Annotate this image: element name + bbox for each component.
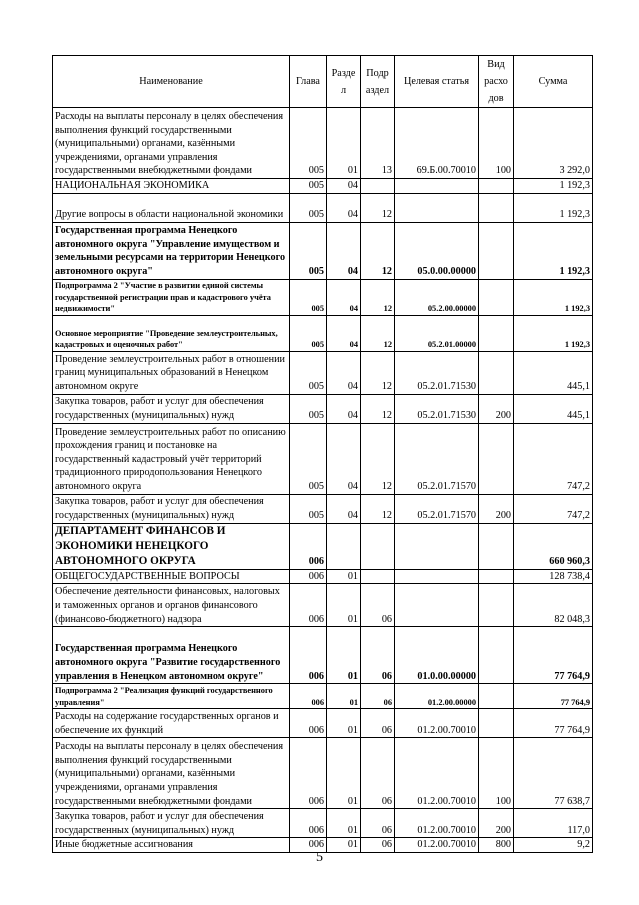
cell-vid <box>479 423 514 494</box>
cell-summa: 117,0 <box>514 809 593 838</box>
cell-celevaya: 01.2.00.70010 <box>395 809 479 838</box>
cell-name: Расходы на выплаты персоналу в целях обеспечения выполнения функций государственными (муниципальными) органами, казёнными учреждениями, органами управления государственными внебюджетными фондами <box>53 738 290 809</box>
header-celevaya: Целевая статья <box>395 56 479 108</box>
table-row <box>53 569 593 584</box>
cell-summa: 82 048,3 <box>514 584 593 627</box>
table-header-row <box>53 56 593 108</box>
cell-razdel: 04 <box>327 394 361 423</box>
cell-podrazdel: 06 <box>361 584 395 627</box>
cell-celevaya: 05.2.01.71570 <box>395 494 479 523</box>
cell-summa: 77 764,9 <box>514 627 593 684</box>
cell-razdel: 04 <box>327 315 361 351</box>
cell-vid <box>479 627 514 684</box>
cell-podrazdel: 06 <box>361 627 395 684</box>
cell-glava: 006 <box>290 709 327 738</box>
cell-glava: 006 <box>290 523 327 569</box>
cell-razdel: 01 <box>327 684 361 709</box>
cell-podrazdel: 06 <box>361 838 395 853</box>
cell-name: Проведение землеустроительных работ по описанию прохождения границ и постановке на государственный кадастровый учёт территорий традиционного природопользования Ненецкого автономного округа <box>53 423 290 494</box>
cell-podrazdel <box>361 179 395 194</box>
cell-razdel: 01 <box>327 709 361 738</box>
cell-celevaya: 69.Б.00.70010 <box>395 108 479 179</box>
cell-glava: 005 <box>290 193 327 222</box>
cell-razdel: 04 <box>327 193 361 222</box>
budget-table <box>52 55 593 853</box>
cell-podrazdel: 12 <box>361 222 395 279</box>
cell-glava: 006 <box>290 569 327 584</box>
cell-vid <box>479 684 514 709</box>
page-number: 5 <box>316 850 323 865</box>
cell-name: Подпрограмма 2 "Реализация функций государственного управления" <box>53 684 290 709</box>
cell-razdel: 01 <box>327 569 361 584</box>
cell-summa: 747,2 <box>514 494 593 523</box>
table-row <box>53 738 593 809</box>
table-row <box>53 684 593 709</box>
cell-vid <box>479 523 514 569</box>
cell-podrazdel: 12 <box>361 394 395 423</box>
table-row <box>53 584 593 627</box>
table-row <box>53 809 593 838</box>
cell-summa: 128 738,4 <box>514 569 593 584</box>
cell-razdel: 04 <box>327 351 361 394</box>
cell-razdel: 04 <box>327 279 361 315</box>
cell-summa: 1 192,3 <box>514 222 593 279</box>
cell-glava: 005 <box>290 315 327 351</box>
header-summa: Сумма <box>514 56 593 108</box>
cell-name: Основное мероприятие "Проведение землеустроительных, кадастровых и оценочных работ" <box>53 315 290 351</box>
cell-name: ОБЩЕГОСУДАРСТВЕННЫЕ ВОПРОСЫ <box>53 569 290 584</box>
cell-celevaya: 05.2.01.71530 <box>395 394 479 423</box>
cell-name: Расходы на содержание государственных органов и обеспечение их функций <box>53 709 290 738</box>
cell-glava: 005 <box>290 279 327 315</box>
cell-celevaya: 01.2.00.70010 <box>395 709 479 738</box>
cell-glava: 006 <box>290 809 327 838</box>
cell-podrazdel <box>361 569 395 584</box>
cell-summa: 77 764,9 <box>514 709 593 738</box>
cell-razdel: 04 <box>327 179 361 194</box>
cell-glava: 006 <box>290 684 327 709</box>
table-row <box>53 222 593 279</box>
table-row <box>53 351 593 394</box>
cell-summa: 1 192,3 <box>514 193 593 222</box>
cell-summa: 747,2 <box>514 423 593 494</box>
cell-celevaya <box>395 523 479 569</box>
cell-podrazdel: 12 <box>361 315 395 351</box>
cell-glava: 005 <box>290 351 327 394</box>
cell-vid: 800 <box>479 838 514 853</box>
cell-celevaya: 05.2.01.71530 <box>395 351 479 394</box>
cell-vid: 100 <box>479 108 514 179</box>
cell-podrazdel: 06 <box>361 738 395 809</box>
cell-vid <box>479 351 514 394</box>
cell-name: Проведение землеустроительных работ в отношении границ муниципальных образований в Ненецком автономном округе <box>53 351 290 394</box>
cell-summa: 1 192,3 <box>514 315 593 351</box>
cell-razdel: 01 <box>327 738 361 809</box>
cell-vid <box>479 709 514 738</box>
cell-vid <box>479 584 514 627</box>
cell-summa: 77 638,7 <box>514 738 593 809</box>
table-row <box>53 315 593 351</box>
cell-celevaya <box>395 569 479 584</box>
header-razdel: Разде л <box>327 56 361 108</box>
cell-celevaya <box>395 193 479 222</box>
header-podrazdel: Подр аздел <box>361 56 395 108</box>
cell-podrazdel: 12 <box>361 193 395 222</box>
cell-podrazdel <box>361 523 395 569</box>
table-row <box>53 108 593 179</box>
cell-name: Подпрограмма 2 "Участие в развитии единой системы государственной регистрации прав и кадастрового учёта недвижимости" <box>53 279 290 315</box>
cell-celevaya <box>395 584 479 627</box>
cell-razdel: 04 <box>327 494 361 523</box>
cell-podrazdel: 13 <box>361 108 395 179</box>
cell-razdel: 01 <box>327 584 361 627</box>
cell-podrazdel: 12 <box>361 494 395 523</box>
cell-vid <box>479 279 514 315</box>
header-name: Наименование <box>53 56 290 108</box>
cell-glava: 005 <box>290 394 327 423</box>
cell-summa: 445,1 <box>514 394 593 423</box>
cell-podrazdel: 12 <box>361 351 395 394</box>
cell-celevaya: 05.0.00.00000 <box>395 222 479 279</box>
cell-celevaya: 05.2.01.00000 <box>395 315 479 351</box>
cell-summa: 445,1 <box>514 351 593 394</box>
cell-vid: 200 <box>479 809 514 838</box>
cell-glava: 005 <box>290 494 327 523</box>
cell-vid: 100 <box>479 738 514 809</box>
cell-vid: 200 <box>479 494 514 523</box>
cell-razdel <box>327 523 361 569</box>
table-row <box>53 523 593 569</box>
cell-podrazdel: 06 <box>361 709 395 738</box>
cell-glava: 005 <box>290 222 327 279</box>
cell-glava: 006 <box>290 627 327 684</box>
cell-glava: 006 <box>290 838 327 853</box>
table-row <box>53 279 593 315</box>
cell-name: Другие вопросы в области национальной экономики <box>53 193 290 222</box>
cell-glava: 006 <box>290 738 327 809</box>
cell-summa: 660 960,3 <box>514 523 593 569</box>
cell-summa: 1 192,3 <box>514 279 593 315</box>
cell-razdel: 01 <box>327 838 361 853</box>
cell-vid <box>479 222 514 279</box>
cell-glava: 005 <box>290 423 327 494</box>
cell-glava: 005 <box>290 179 327 194</box>
table-row <box>53 179 593 194</box>
cell-name: ДЕПАРТАМЕНТ ФИНАНСОВ И ЭКОНОМИКИ НЕНЕЦКОГО АВТОНОМНОГО ОКРУГА <box>53 523 290 569</box>
cell-podrazdel: 12 <box>361 279 395 315</box>
cell-vid <box>479 193 514 222</box>
cell-celevaya: 05.2.00.00000 <box>395 279 479 315</box>
cell-summa: 77 764,9 <box>514 684 593 709</box>
header-vid: Вид расхо дов <box>479 56 514 108</box>
cell-name: Государственная программа Ненецкого автономного округа "Управление имуществом и земельными ресурсами на территории Ненецкого автономного округа" <box>53 222 290 279</box>
cell-name: Закупка товаров, работ и услуг для обеспечения государственных (муниципальных) нужд <box>53 494 290 523</box>
cell-summa: 9,2 <box>514 838 593 853</box>
cell-podrazdel: 06 <box>361 809 395 838</box>
cell-vid <box>479 569 514 584</box>
cell-razdel: 01 <box>327 627 361 684</box>
cell-celevaya <box>395 179 479 194</box>
cell-celevaya: 01.2.00.00000 <box>395 684 479 709</box>
header-glava: Глава <box>290 56 327 108</box>
cell-celevaya: 01.0.00.00000 <box>395 627 479 684</box>
cell-razdel: 04 <box>327 423 361 494</box>
cell-razdel: 01 <box>327 108 361 179</box>
cell-name: Расходы на выплаты персоналу в целях обеспечения выполнения функций государственными (муниципальными) органами, казёнными учреждениями, органами управления государственными внебюджетными фондами <box>53 108 290 179</box>
cell-celevaya: 01.2.00.70010 <box>395 838 479 853</box>
cell-name: Закупка товаров, работ и услуг для обеспечения государственных (муниципальных) нужд <box>53 809 290 838</box>
table-row <box>53 494 593 523</box>
cell-summa: 3 292,0 <box>514 108 593 179</box>
cell-razdel: 01 <box>327 809 361 838</box>
cell-podrazdel: 06 <box>361 684 395 709</box>
cell-vid: 200 <box>479 394 514 423</box>
cell-name: Обеспечение деятельности финансовых, налоговых и таможенных органов и органов финансового (финансово-бюджетного) надзора <box>53 584 290 627</box>
cell-glava: 006 <box>290 584 327 627</box>
table-row <box>53 627 593 684</box>
cell-summa: 1 192,3 <box>514 179 593 194</box>
table-row <box>53 193 593 222</box>
cell-razdel: 04 <box>327 222 361 279</box>
cell-glava: 005 <box>290 108 327 179</box>
cell-vid <box>479 179 514 194</box>
cell-celevaya: 05.2.01.71570 <box>395 423 479 494</box>
cell-name: Закупка товаров, работ и услуг для обеспечения государственных (муниципальных) нужд <box>53 394 290 423</box>
cell-celevaya: 01.2.00.70010 <box>395 738 479 809</box>
table-row <box>53 709 593 738</box>
cell-podrazdel: 12 <box>361 423 395 494</box>
table-row <box>53 394 593 423</box>
cell-name: НАЦИОНАЛЬНАЯ ЭКОНОМИКА <box>53 179 290 194</box>
cell-vid <box>479 315 514 351</box>
cell-name: Иные бюджетные ассигнования <box>53 838 290 853</box>
cell-name: Государственная программа Ненецкого автономного округа "Развитие государственного управления в Ненецком автономном округе" <box>53 627 290 684</box>
table-row <box>53 423 593 494</box>
